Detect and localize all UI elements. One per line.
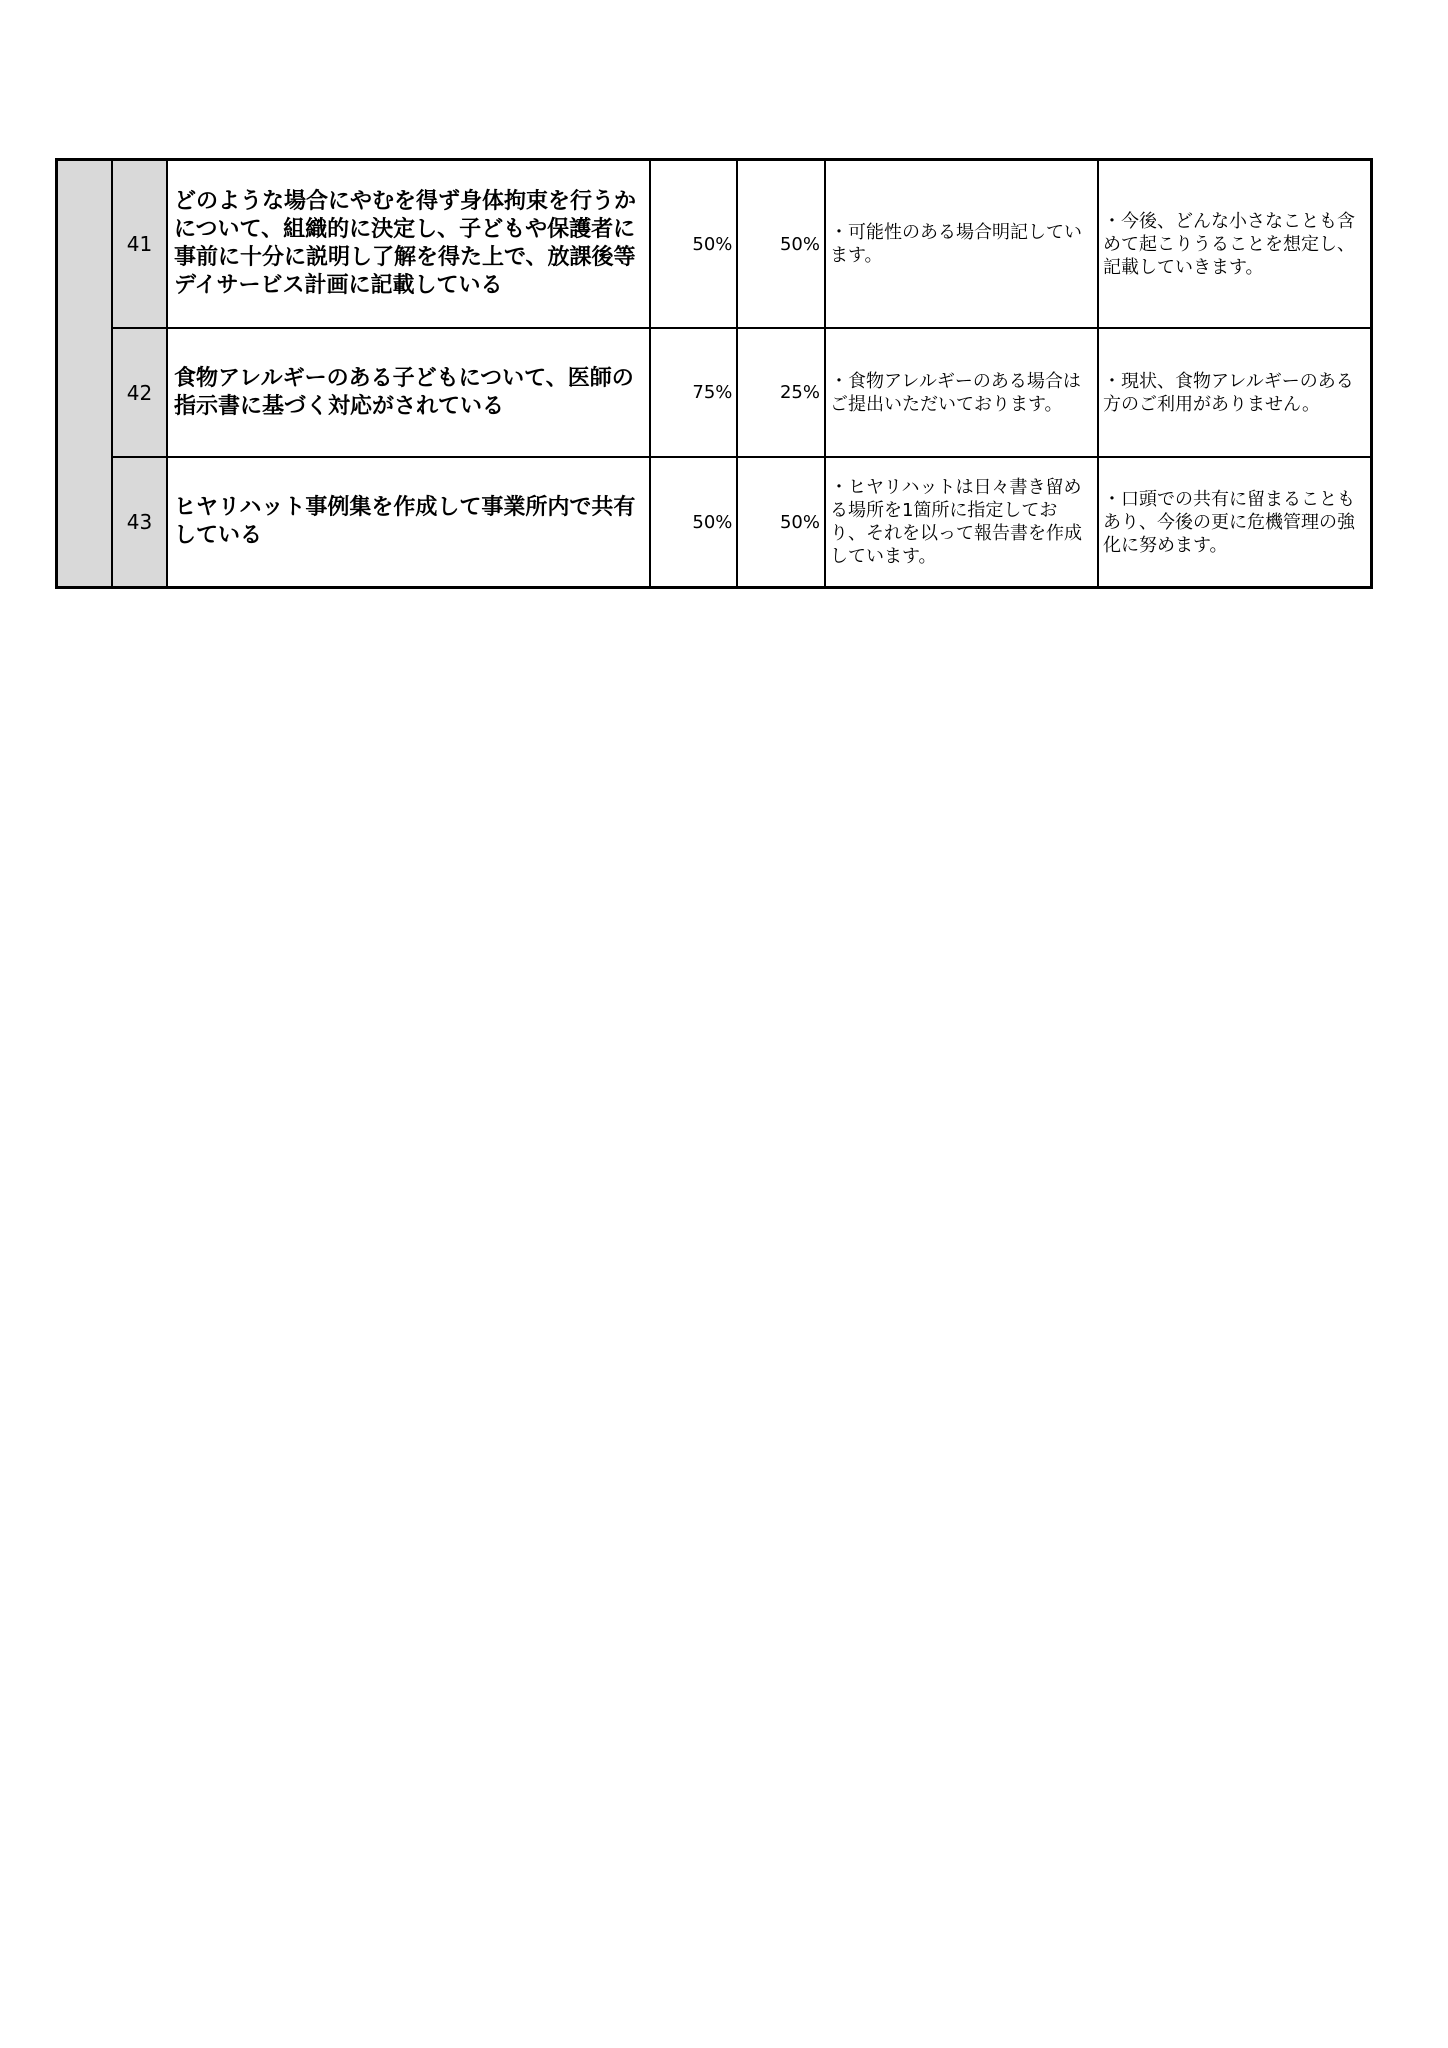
current-status-note: ・食物アレルギーのある場合はご提出いただいております。 bbox=[825, 328, 1098, 457]
yes-percentage: 50% bbox=[650, 160, 738, 329]
improvement-note: ・今後、どんな小さなことも含めて起こりうることを想定し、記載していきます。 bbox=[1098, 160, 1372, 329]
evaluation-sheet bbox=[55, 158, 1373, 567]
no-percentage: 25% bbox=[737, 328, 825, 457]
item-number: 42 bbox=[112, 328, 167, 457]
category-cell bbox=[57, 160, 113, 588]
current-status-note: ・ヒヤリハットは日々書き留める場所を1箇所に指定しており、それを以って報告書を作成しています。 bbox=[825, 457, 1098, 588]
no-percentage: 50% bbox=[737, 160, 825, 329]
item-number: 41 bbox=[112, 160, 167, 329]
item-number: 43 bbox=[112, 457, 167, 588]
current-status-note: ・可能性のある場合明記しています。 bbox=[825, 160, 1098, 329]
evaluation-table bbox=[55, 158, 1373, 589]
yes-percentage: 50% bbox=[650, 457, 738, 588]
item-text: 食物アレルギーのある子どもについて、医師の指示書に基づく対応がされている bbox=[167, 328, 650, 457]
table-row bbox=[57, 160, 1372, 329]
table-row bbox=[57, 457, 1372, 588]
improvement-note: ・口頭での共有に留まることもあり、今後の更に危機管理の強化に努めます。 bbox=[1098, 457, 1372, 588]
item-text: ヒヤリハット事例集を作成して事業所内で共有している bbox=[167, 457, 650, 588]
item-text: どのような場合にやむを得ず身体拘束を行うかについて、組織的に決定し、子どもや保護者に事前に十分に説明し了解を得た上で、放課後等デイサービス計画に記載している bbox=[167, 160, 650, 329]
yes-percentage: 75% bbox=[650, 328, 738, 457]
no-percentage: 50% bbox=[737, 457, 825, 588]
improvement-note: ・現状、食物アレルギーのある方のご利用がありません。 bbox=[1098, 328, 1372, 457]
table-row bbox=[57, 328, 1372, 457]
